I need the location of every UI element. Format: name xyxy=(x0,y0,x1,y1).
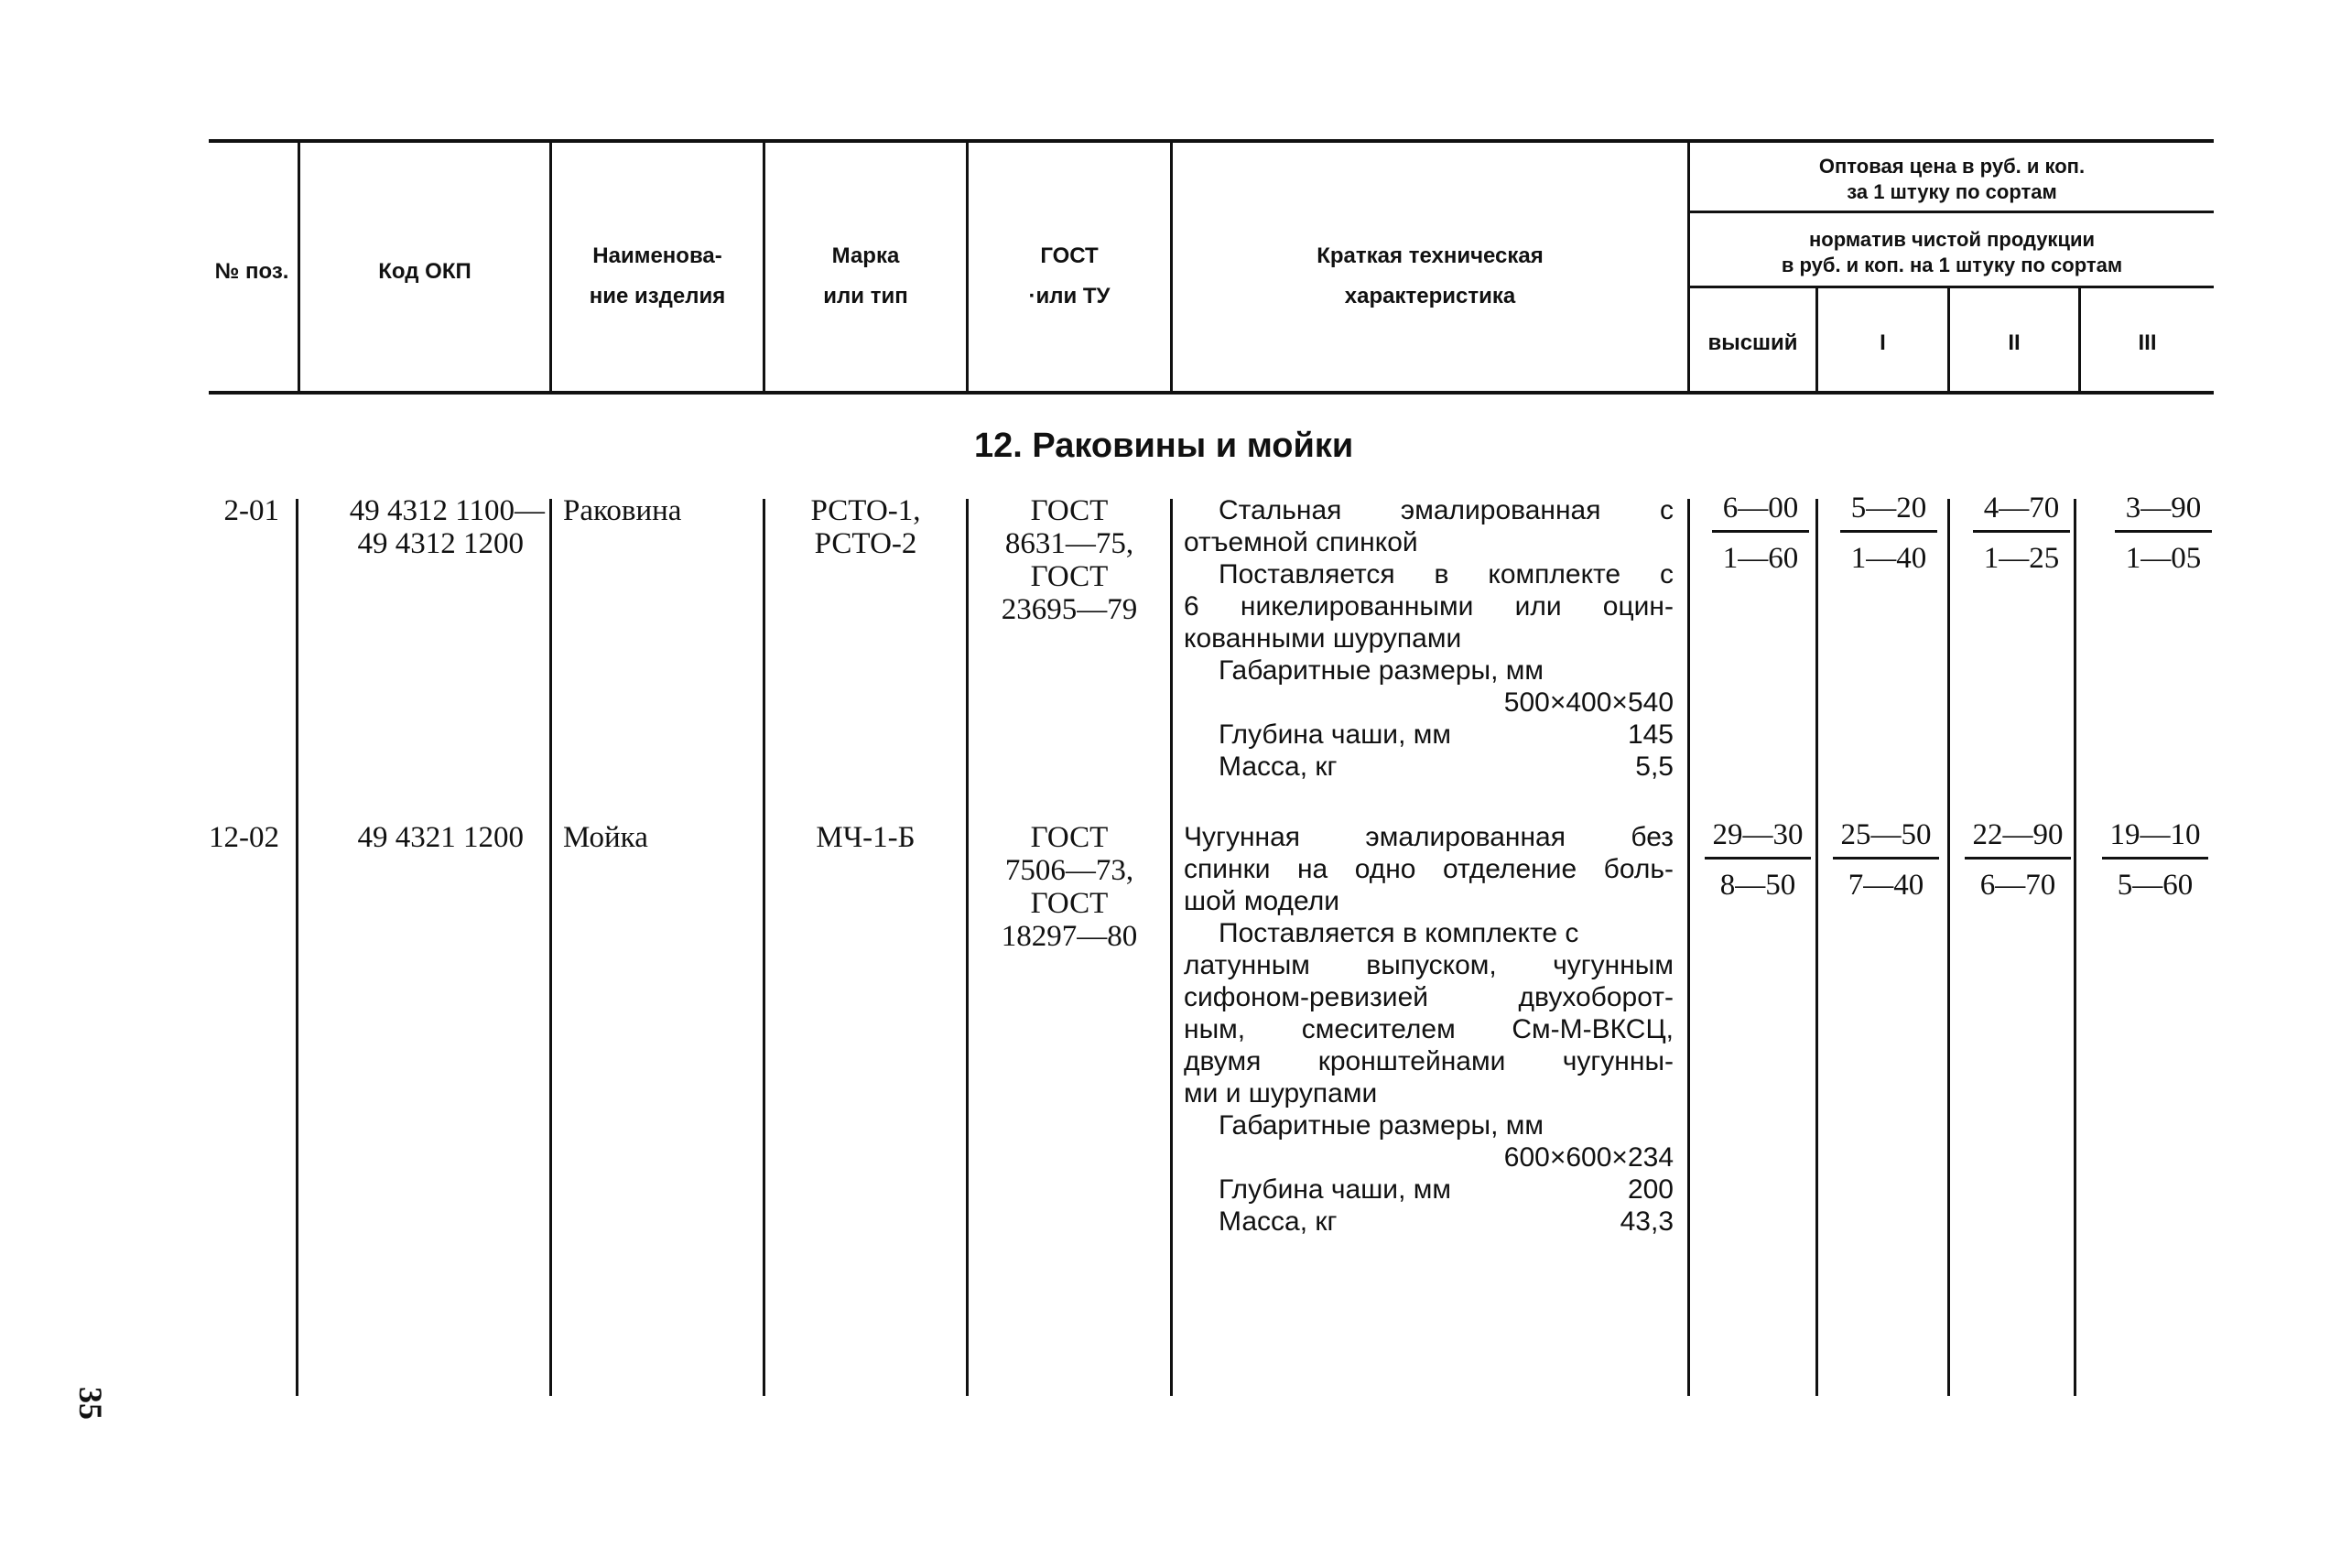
depth-label: Глубина чаши, мм xyxy=(1219,719,1451,750)
header-top-rule xyxy=(209,139,2214,143)
desc-line: Габаритные размеры, мм xyxy=(1219,655,1544,686)
price-norm: 1—05 xyxy=(2125,542,2202,575)
grade-header: высший xyxy=(1707,330,1798,355)
row-name: Мойка xyxy=(563,821,648,854)
header-brand-1: Марка xyxy=(831,243,900,268)
price-cell xyxy=(1705,818,1811,902)
price-wholesale: 5—20 xyxy=(1840,492,1937,533)
price-wholesale: 6—00 xyxy=(1712,492,1809,533)
desc-line: Габаритные размеры, мм xyxy=(1219,1110,1544,1141)
mass-label: Масса, кг xyxy=(1219,752,1338,782)
price-cell xyxy=(1712,492,1809,575)
row-description xyxy=(1184,494,1674,783)
desc-line: Чугунная эмалированная без xyxy=(1184,822,1674,852)
price-wholesale: 3—90 xyxy=(2115,492,2212,533)
header-char-2: характеристика xyxy=(1344,284,1516,308)
header-brand-2: или тип xyxy=(823,284,908,308)
price-wholesale: 29—30 xyxy=(1705,818,1811,860)
price-wholesale: 22—90 xyxy=(1965,818,2071,860)
grade-divider xyxy=(1815,499,1818,1396)
desc-line: Поставляется в комплекте с xyxy=(1219,559,1674,589)
depth-value: 200 xyxy=(1627,1174,1674,1205)
row-gost: ГОСТ xyxy=(1030,821,1109,854)
price-header-rule-1 xyxy=(1689,211,2214,213)
row-brand: МЧ-1-Б xyxy=(816,821,916,854)
row-code: 49 4312 1100— xyxy=(349,494,545,527)
grade-divider xyxy=(2074,499,2076,1396)
price-norm: 1—60 xyxy=(1722,542,1799,575)
price-norm: 6—70 xyxy=(1979,869,2056,902)
grade-divider xyxy=(1947,499,1950,1396)
header-code: Код ОКП xyxy=(378,259,471,284)
desc-line: кованными шурупами xyxy=(1184,623,1462,654)
header-name-2: ние изделия xyxy=(589,284,726,308)
price-norm: 8—50 xyxy=(1719,869,1796,902)
depth-label: Глубина чаши, мм xyxy=(1219,1174,1451,1205)
price-wholesale: 4—70 xyxy=(1973,492,2070,533)
col-divider xyxy=(549,499,552,1396)
row-name: Раковина xyxy=(563,494,682,527)
row-gost: 7506—73, xyxy=(1004,854,1134,887)
row-pos: 2-01 xyxy=(223,494,279,527)
desc-mass xyxy=(1184,751,1674,783)
price-cell xyxy=(2115,492,2212,575)
desc-depth xyxy=(1184,719,1674,751)
row-pos: 12-02 xyxy=(209,821,279,854)
header-name-1: Наименова- xyxy=(592,243,722,268)
grade-header: II xyxy=(2008,330,2021,355)
section-title: 12. Раковины и мойки xyxy=(974,427,1354,465)
desc-dimensions: 600×600×234 xyxy=(1503,1142,1674,1173)
col-divider xyxy=(1687,499,1690,1396)
desc-dimensions: 500×400×540 xyxy=(1503,687,1674,718)
desc-line: ми и шурупами xyxy=(1184,1078,1378,1108)
price-norm: 1—40 xyxy=(1850,542,1927,575)
price-wholesale: 25—50 xyxy=(1833,818,1939,860)
col-divider xyxy=(296,499,298,1396)
mass-value: 43,3 xyxy=(1620,1206,1674,1237)
row-gost: ГОСТ xyxy=(1030,494,1109,527)
grade-header: III xyxy=(2138,330,2157,355)
header-pos: № поз. xyxy=(214,259,289,284)
price-cell xyxy=(1973,492,2070,575)
price-cell xyxy=(1833,818,1939,902)
header-gost-1: ГОСТ xyxy=(1040,243,1099,268)
row-description xyxy=(1184,821,1674,1238)
desc-mass xyxy=(1184,1206,1674,1238)
header-bottom-rule xyxy=(209,391,2214,395)
row-gost: ГОСТ xyxy=(1030,887,1109,920)
row-gost: 8631—75, xyxy=(1004,527,1134,560)
desc-line: ным, смесителем См-М-ВКСЦ, xyxy=(1184,1014,1674,1044)
desc-depth xyxy=(1184,1173,1674,1206)
price-cell xyxy=(1840,492,1937,575)
desc-line: Стальная эмалированная с xyxy=(1219,495,1674,525)
page-number: 35 xyxy=(72,1387,109,1420)
price-wholesale: 19—10 xyxy=(2102,818,2208,860)
desc-line: 6 никелированными или оцин- xyxy=(1184,591,1674,622)
row-brand: РСТО-2 xyxy=(814,527,917,560)
row-gost: 23695—79 xyxy=(1001,593,1138,626)
row-code: 49 4321 1200 xyxy=(357,821,524,854)
price-cell xyxy=(1965,818,2071,902)
header-norm-2: в руб. и коп. на 1 штуку по сортам xyxy=(1781,254,2123,276)
header-norm-1: норматив чистой продукции xyxy=(1808,228,2096,251)
depth-value: 145 xyxy=(1627,719,1674,750)
desc-line: шой модели xyxy=(1184,886,1339,916)
price-header-rule-2 xyxy=(1689,286,2214,288)
desc-line: двумя кронштейнами чугунны- xyxy=(1184,1046,1674,1076)
row-brand: РСТО-1, xyxy=(810,494,921,527)
col-divider xyxy=(763,499,765,1396)
mass-label: Масса, кг xyxy=(1219,1206,1338,1237)
price-cell xyxy=(2102,818,2208,902)
header-char-1: Краткая техническая xyxy=(1317,243,1544,268)
row-gost: ГОСТ xyxy=(1030,560,1109,593)
header-price-1: Оптовая цена в руб. и коп. xyxy=(1818,155,2086,178)
row-code: 49 4312 1200 xyxy=(357,527,524,560)
price-norm: 7—40 xyxy=(1848,869,1924,902)
desc-line: отъемной спинкой xyxy=(1184,527,1418,557)
header-gost-2: ·или ТУ xyxy=(1028,284,1111,308)
desc-line: Поставляется в комплекте с xyxy=(1219,918,1579,948)
header-price-2: за 1 штуку по сортам xyxy=(1847,180,2057,203)
grade-header: I xyxy=(1880,330,1886,355)
desc-line: спинки на одно отделение боль- xyxy=(1184,854,1674,884)
mass-value: 5,5 xyxy=(1635,752,1674,782)
price-norm: 5—60 xyxy=(2117,869,2194,902)
col-divider xyxy=(1170,499,1173,1396)
desc-line: латунным выпуском, чугунным xyxy=(1184,950,1674,980)
desc-line: сифоном-ревизией двухоборот- xyxy=(1184,982,1674,1012)
price-norm: 1—25 xyxy=(1983,542,2060,575)
row-gost: 18297—80 xyxy=(1001,920,1138,953)
